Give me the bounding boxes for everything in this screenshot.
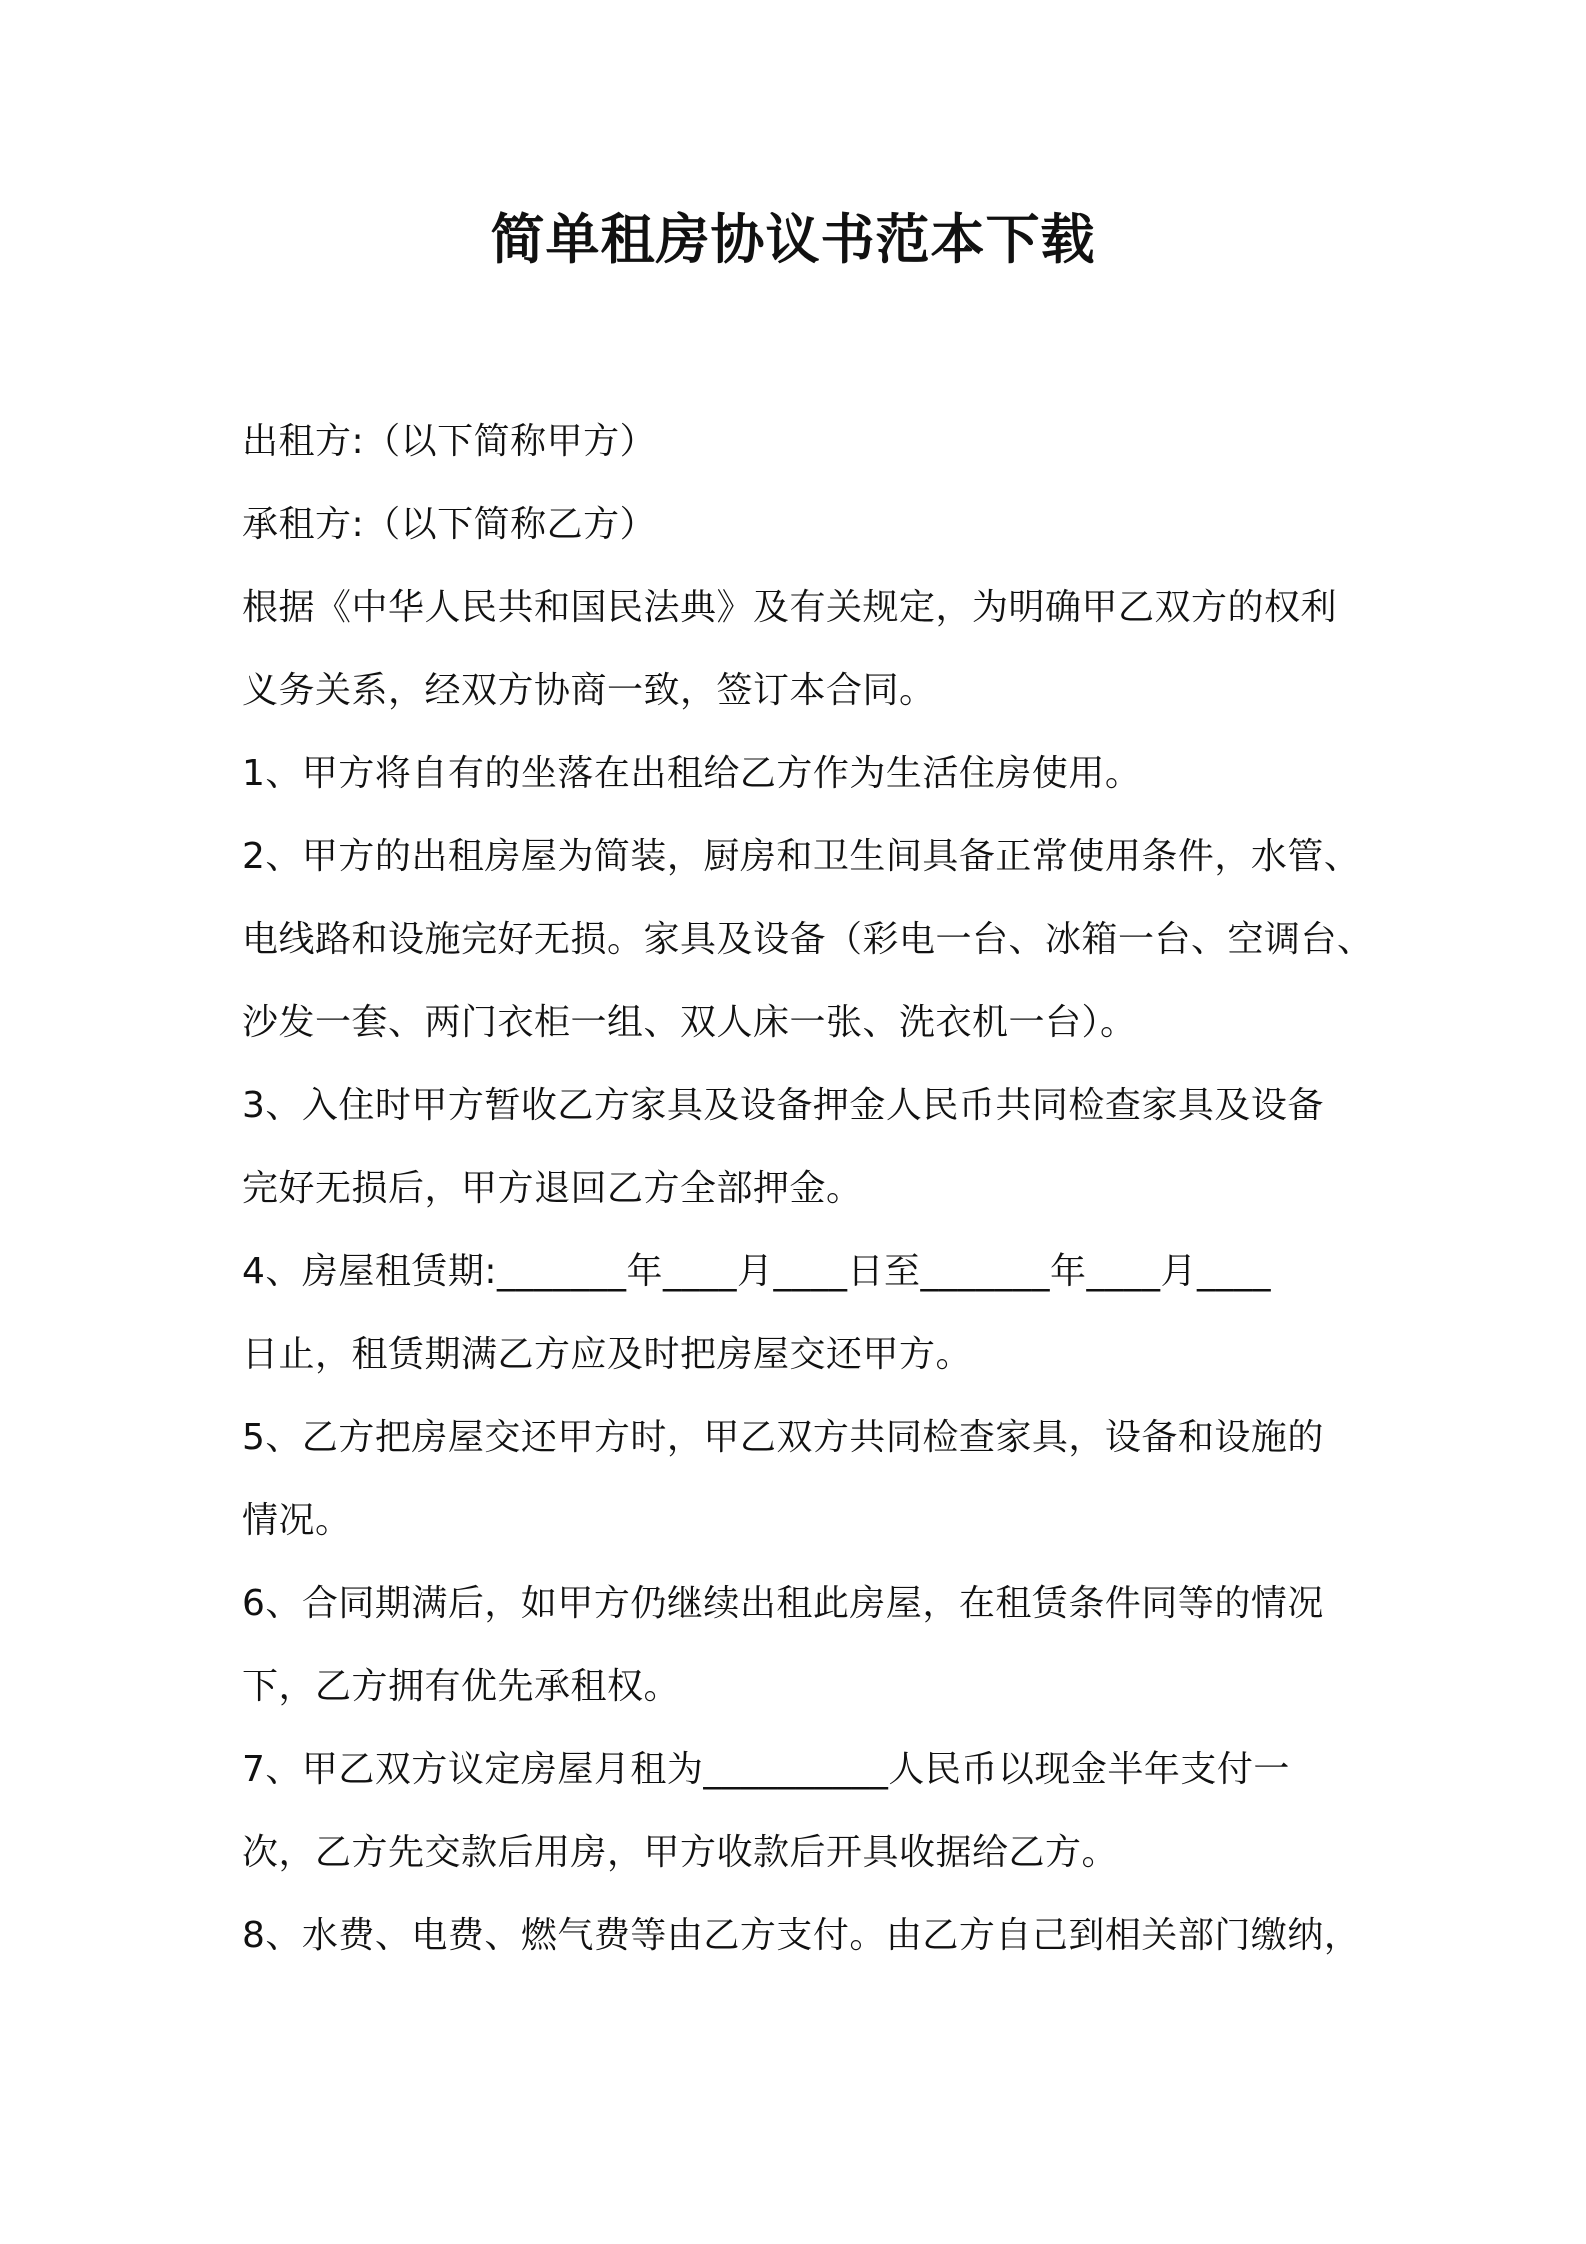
clause-4-line: 4、房屋租赁期:_______年____月____日至_______年____月____ [242, 1251, 1272, 1292]
document-body [242, 400, 1374, 1977]
clause-8-line: 8、水费、电费、燃气费等由乙方支付。由乙方自己到相关部门缴纳， [242, 1915, 1361, 1956]
clause-3-line: 3、入住时甲方暂收乙方家具及设备押金人民币共同检查家具及设备 [242, 1085, 1324, 1126]
tenant-line: 承租方:（以下简称乙方） [242, 504, 657, 545]
preamble-line: 根据《中华人民共和国民法典》及有关规定，为明确甲乙双方的权利 [242, 587, 1338, 628]
clause-5-line: 情况。 [242, 1500, 352, 1541]
clause-3-line: 完好无损后，甲方退回乙方全部押金。 [242, 1168, 863, 1209]
clause-4-line: 日止，租赁期满乙方应及时把房屋交还甲方。 [242, 1334, 973, 1375]
clause-5-line: 5、乙方把房屋交还甲方时，甲乙双方共同检查家具，设备和设施的 [242, 1417, 1324, 1458]
clause-2-line: 电线路和设施完好无损。家具及设备（彩电一台、冰箱一台、空调台、 [242, 919, 1374, 960]
clause-7-line: 次，乙方先交款后用房，甲方收款后开具收据给乙方。 [242, 1832, 1119, 1873]
clause-6-line: 6、合同期满后，如甲方仍继续出租此房屋，在租赁条件同等的情况 [242, 1583, 1324, 1624]
clause-6-line: 下，乙方拥有优先承租权。 [242, 1666, 681, 1707]
clause-2-line: 2、甲方的出租房屋为简装，厨房和卫生间具备正常使用条件，水管、 [242, 836, 1361, 877]
clause-2-line: 沙发一套、两门衣柜一组、双人床一张、洗衣机一台）。 [242, 1002, 1137, 1043]
landlord-line: 出租方:（以下简称甲方） [242, 421, 657, 462]
clause-7-line: 7、甲乙双方议定房屋月租为__________人民币以现金半年支付一 [242, 1749, 1290, 1790]
document-title: 简单租房协议书范本下载 [490, 208, 1096, 271]
clause-1-line: 1、甲方将自有的坐落在出租给乙方作为生活住房使用。 [242, 753, 1142, 794]
preamble-line: 义务关系，经双方协商一致，签订本合同。 [242, 670, 936, 711]
